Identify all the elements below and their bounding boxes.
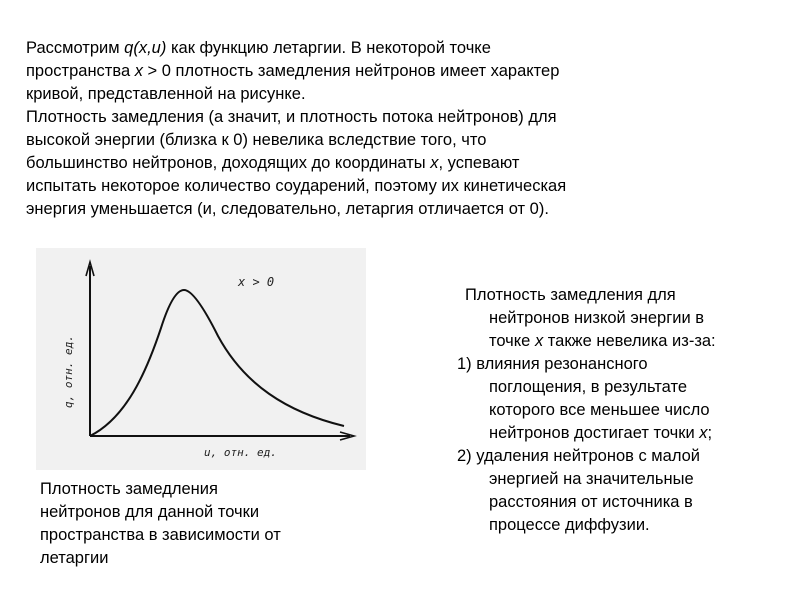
condition-label: x > 0 bbox=[238, 275, 275, 289]
intro-paragraph-1: Рассмотрим q(x,u) как функцию летаргии. В некоторой точке пространства x > 0 плотность замедления нейтронов имеет характер кривой, представленной на рисунке. bbox=[26, 39, 560, 103]
explanation-lead: Плотность замедления для нейтронов низкой энергии в точке x также невелика из-за: bbox=[465, 286, 716, 350]
x-axis-label: u, отн. ед. bbox=[204, 446, 277, 459]
variable-x: x bbox=[699, 424, 708, 442]
slowing-down-density-figure bbox=[36, 248, 366, 470]
low-energy-explanation bbox=[457, 284, 777, 537]
variable-x: x bbox=[134, 62, 143, 80]
variable-x: x bbox=[430, 154, 439, 172]
intro-text bbox=[26, 37, 766, 221]
reason-item-1: 1) влияния резонансного поглощения, в результате которого все меньшее число нейтронов достигает точки x; bbox=[457, 355, 713, 442]
reason-item-2: 2) удаления нейтронов с малой энергией на значительные расстояния от источника в процессе диффузии. bbox=[457, 447, 701, 534]
figure-svg bbox=[36, 248, 366, 470]
intro-paragraph-2: Плотность замедления (а значит, и плотность потока нейтронов) для высокой энергии (близка к 0) невелика вследствие того, что большинство нейтронов, доходящих до координаты x, успевают испытать некоторое количество соударений, поэтому их кинетическая энергия уменьшается (и, следовательно, летаргия отличается от 0). bbox=[26, 108, 567, 218]
variable-x: x bbox=[534, 332, 544, 350]
y-axis-label: q, отн. ед. bbox=[62, 335, 75, 408]
figure-caption: Плотность замедления нейтронов для данной точки пространства в зависимости от летаргии bbox=[40, 480, 281, 567]
variable-q: q(x,u) bbox=[124, 39, 167, 57]
